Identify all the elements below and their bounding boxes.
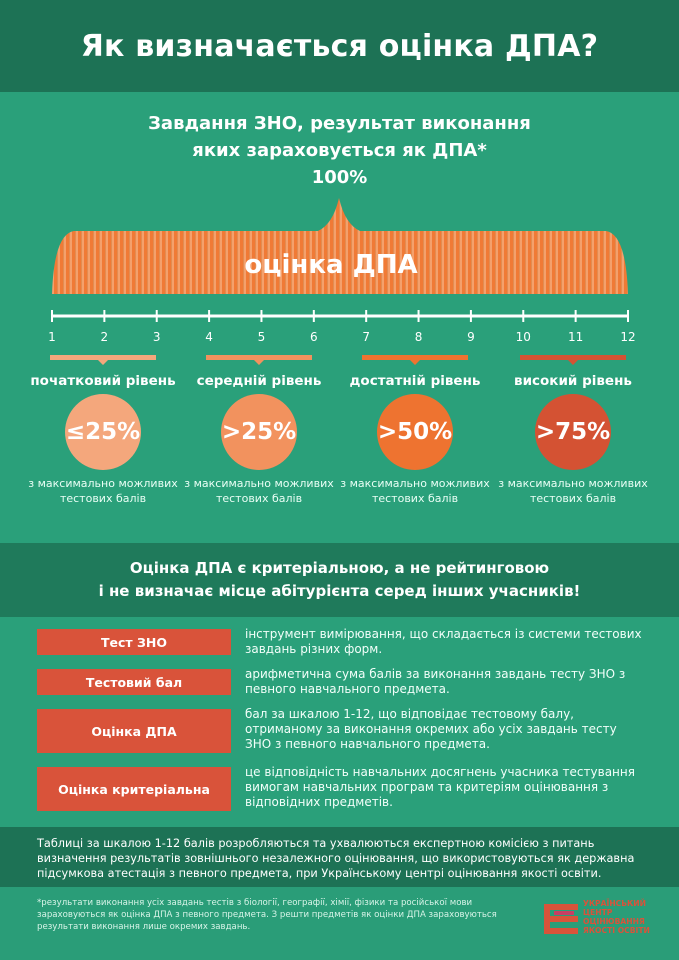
level-value-circle: >75% [535, 394, 611, 470]
definition-text: арифметична сума балів за виконання завдань тесту ЗНО з певного навчального предмета. [245, 667, 626, 696]
criteria-statement [0, 543, 679, 617]
level-value-circle: >50% [377, 394, 453, 470]
scale-tick-label: 7 [362, 330, 371, 344]
definition-term: Тестовий бал [37, 669, 231, 695]
level-bracket [50, 355, 156, 365]
scale-tick-label: 10 [515, 330, 531, 344]
scale-section [0, 92, 679, 543]
scale-tick-label: 4 [205, 330, 213, 344]
definition-text: це відповідність навчальних досягнень учасника тестування вимогам навчальних програм та критеріям оцінювання з відповідних предметів. [245, 765, 635, 809]
definition-text: бал за шкалою 1-12, що відповідає тестовому балу, отриманому за виконання окремих або усіх завдань тесту ЗНО з певного навчального предмета. [245, 707, 617, 751]
definition-term: Оцінка критеріальна [37, 767, 231, 811]
level-note: з максимально можливих тестових балів [340, 477, 490, 505]
statement-line-1: Оцінка ДПА є критеріальною, а не рейтинговою [129, 559, 550, 577]
level-note: з максимально можливих тестових балів [28, 477, 178, 505]
scale-tick-label: 12 [620, 330, 636, 344]
level-title: достатній рівень [349, 373, 481, 389]
definition-term: Тест ЗНО [37, 629, 231, 655]
definition-term: Оцінка ДПА [37, 709, 231, 753]
dpa-bar-label: оцінка ДПА [244, 250, 418, 280]
level-bracket [362, 355, 468, 365]
scale-tick-label: 6 [309, 330, 318, 344]
level-value-circle: ≤25% [65, 394, 141, 470]
level-title: початковий рівень [30, 373, 176, 389]
footer-main-text: Таблиці за шкалою 1-12 балів розробляються та ухвалюються експертною комісією з питань визначення результатів зовнішнього незалежного оцінювання, що використовуються як державна підсумкова атестація з певного предмета, при Українському центрі оцінювання якості освіти. [37, 837, 635, 880]
level-bracket [206, 355, 312, 365]
subtitle-line-2: яких зараховується як ДПА* [192, 140, 487, 161]
footer-main [0, 827, 679, 887]
subtitle-percent: 100% [311, 167, 368, 188]
header [0, 0, 679, 92]
level-bracket [520, 355, 626, 365]
scale-tick-label: 9 [467, 330, 475, 344]
logo-text: УКРАЇНСЬКИЙ ЦЕНТР ОЦІНЮВАННЯ ЯКОСТІ ОСВІТИ [583, 899, 650, 935]
scale-tick-label: 1 [48, 330, 56, 344]
page-title: Як визначається оцінка ДПА? [80, 28, 599, 64]
level-title: високий рівень [514, 373, 632, 389]
footer-note-text: *результати виконання усіх завдань тестів з біології, географії, хімії, фізики та російської мови зараховуються як оцінка ДПА з певного предмета. З решти предметів як оцінки ДПА зараховуються результати виконання лише окремих завдань. [37, 898, 497, 932]
definitions-section [0, 617, 679, 827]
level-note: з максимально можливих тестових балів [184, 477, 334, 505]
level-title: середній рівень [196, 373, 322, 389]
subtitle-line-1: Завдання ЗНО, результат виконання [148, 113, 531, 134]
scale-tick-label: 5 [257, 330, 266, 344]
scale-tick-label: 8 [414, 330, 423, 344]
level-note: з максимально можливих тестових балів [498, 477, 648, 505]
statement-line-2: і не визначає місце абітурієнта серед інших учасників! [98, 582, 581, 600]
scale-tick-label: 11 [567, 330, 584, 344]
scale-tick-label: 3 [152, 330, 161, 344]
level-value-circle: >25% [221, 394, 297, 470]
definition-text: інструмент вимірювання, що складається із системи тестових завдань різних форм. [245, 627, 642, 656]
scale-tick-label: 2 [100, 330, 109, 344]
